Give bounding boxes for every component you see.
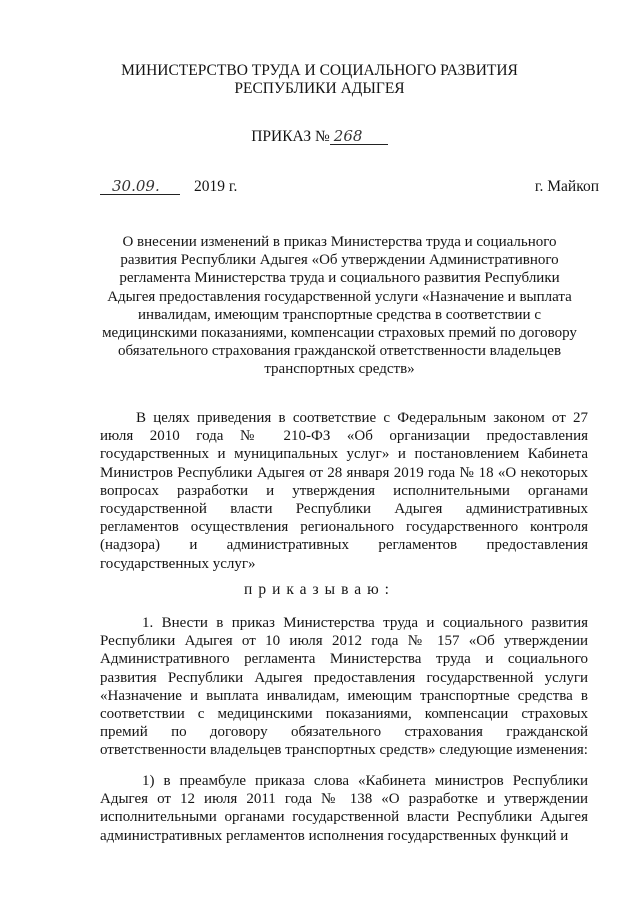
order-year: 2019 г. bbox=[194, 178, 238, 195]
order-number-handwritten: 268 bbox=[330, 129, 388, 145]
order-subject: О внесении изменений в приказ Министерства труда и социального развития Республики Адыгея «Об утверждении Административного регламента Министерства труда и социального развития Республики Адыгея предоставления государственной услуги «Назначение и выплата инвалидам, имеющим транспортные средства в соответствии с медицинскими показаниями, компенсации страховых премий по договору обязательного страхования гражданской ответственности владельцев транспортных средств» bbox=[102, 234, 577, 378]
order-date-handwritten: 30.09. bbox=[100, 179, 180, 195]
order-city: г. Майкоп bbox=[534, 178, 599, 195]
ministry-name-line2: РЕСПУБЛИКИ АДЫГЕЯ bbox=[234, 80, 405, 97]
order-title bbox=[0, 128, 639, 146]
item-1-subitem-1-paragraph: 1) в преамбуле приказа слова «Кабинета министров Республики Адыгея от 12 июля 2011 года № 138 «О разработке и утверждении исполнительными органами государственной власти Республики Адыгея административных регламентов исполнения государственных функций и bbox=[100, 773, 588, 844]
preamble-paragraph: В целях приведения в соответствие с Федеральным законом от 27 июля 2010 года № 210-ФЗ «Об организации предоставления государственных и муниципальных услуг» и постановлением Кабинета Министров Республики Адыгея от 28 января 2019 года № 18 «О некоторых вопросах разработки и утверждения исполнительными органами государственной власти Республики Адыгея административных регламентов осуществления регионального государственного контроля (надзора) и административных регламентов предоставления государственных услуг» bbox=[100, 410, 588, 572]
ministry-name-line1: МИНИСТЕРСТВО ТРУДА И СОЦИАЛЬНОГО РАЗВИТИЯ bbox=[121, 62, 518, 79]
ministry-header bbox=[60, 62, 579, 98]
order-label: ПРИКАЗ № bbox=[251, 128, 330, 145]
order-word: приказываю: bbox=[244, 581, 395, 598]
item-1-paragraph: 1. Внести в приказ Министерства труда и социального развития Республики Адыгея от 10 июля 2012 года № 157 «Об утверждении Административного регламента Министерства труда и социального развития Республики Адыгея предоставления государственной услуги «Назначение и выплата инвалидам, имеющим транспортные средства в соответствии с медицинскими показаниями, компенсации страховых премий по договору обязательного страхования гражданской ответственности владельцев транспортных средств» следующие изменения: bbox=[100, 615, 588, 759]
date-row bbox=[100, 178, 599, 196]
